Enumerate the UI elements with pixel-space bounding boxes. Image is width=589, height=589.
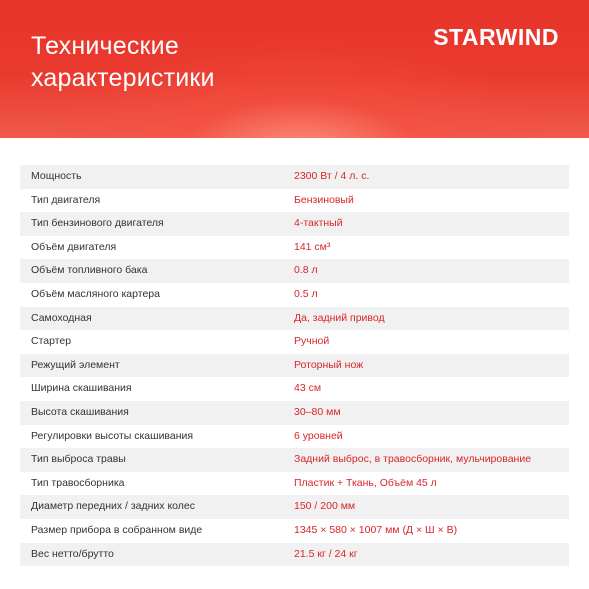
spec-value: 2300 Вт / 4 л. с. (294, 170, 370, 182)
spec-label: Режущий элемент (31, 358, 120, 371)
spec-row-grass-discharge (20, 448, 569, 472)
spec-label: Мощность (31, 170, 82, 182)
spec-row-cutting-element (20, 354, 569, 378)
spec-row-petrol-engine-type (20, 212, 569, 236)
spec-label: Вес нетто/брутто (31, 547, 114, 560)
spec-row-engine-volume (20, 236, 569, 260)
spec-row-starter (20, 330, 569, 354)
spec-row-cutting-width (20, 377, 569, 401)
spec-label: Ширина скашивания (31, 382, 132, 395)
spec-value: 30–80 мм (294, 405, 341, 418)
spec-value: Да, задний привод (294, 311, 385, 324)
spec-label: Самоходная (31, 311, 92, 324)
spec-value: 1345 × 580 × 1007 мм (Д × Ш × В) (294, 523, 458, 536)
spec-value: 0.5 л (294, 287, 318, 300)
spec-label: Тип бензинового двигателя (31, 217, 164, 230)
spec-value: 150 / 200 мм (294, 500, 356, 513)
brand-logo: STARWIND (433, 24, 559, 50)
spec-label: Стартер (31, 335, 72, 348)
spec-label: Объём масляного картера (31, 287, 160, 300)
spec-row-fuel-tank (20, 259, 569, 283)
spec-row-weight (20, 543, 569, 567)
spec-row-cutting-height (20, 401, 569, 425)
spec-label: Тип травосборника (31, 476, 125, 489)
spec-value: Пластик + Ткань, Объём 45 л (294, 476, 437, 489)
spec-row-grass-catcher (20, 472, 569, 496)
spec-label: Высота скашивания (31, 405, 129, 418)
spec-value: 141 см³ (294, 240, 331, 253)
spec-label: Тип двигателя (31, 193, 101, 206)
spec-value: 0.8 л (294, 264, 318, 277)
spec-row-engine-type (20, 189, 569, 213)
spec-value: 4-тактный (294, 217, 343, 230)
spec-label: Объём топливного бака (31, 264, 148, 277)
spec-row-self-propelled (20, 307, 569, 331)
spec-value: Задний выброс, в травосборник, мульчирование (294, 453, 532, 466)
spec-label: Объём двигателя (31, 240, 117, 253)
spec-row-assembled-size (20, 519, 569, 543)
spec-value: 6 уровней (294, 429, 343, 442)
spec-row-height-adjustments (20, 425, 569, 449)
spec-value: Бензиновый (294, 193, 354, 206)
page-title (31, 30, 331, 94)
title-line-2: характеристики (31, 64, 215, 92)
spec-label: Диаметр передних / задних колес (31, 500, 196, 513)
spec-label: Регулировки высоты скашивания (31, 429, 194, 442)
spec-value: Ручной (294, 335, 330, 348)
spec-value: 43 см (294, 382, 322, 395)
spec-row-wheel-diameter (20, 495, 569, 519)
title-line-1: Технические (31, 32, 179, 60)
spec-row-power (20, 165, 569, 189)
spec-value: 21.5 кг / 24 кг (294, 547, 358, 560)
spec-value: Роторный нож (294, 358, 364, 371)
spec-label: Размер прибора в собранном виде (31, 523, 203, 536)
spec-label: Тип выброса травы (31, 453, 126, 466)
header-banner (0, 0, 589, 138)
spec-row-oil-sump (20, 283, 569, 307)
specs-table (20, 165, 569, 566)
